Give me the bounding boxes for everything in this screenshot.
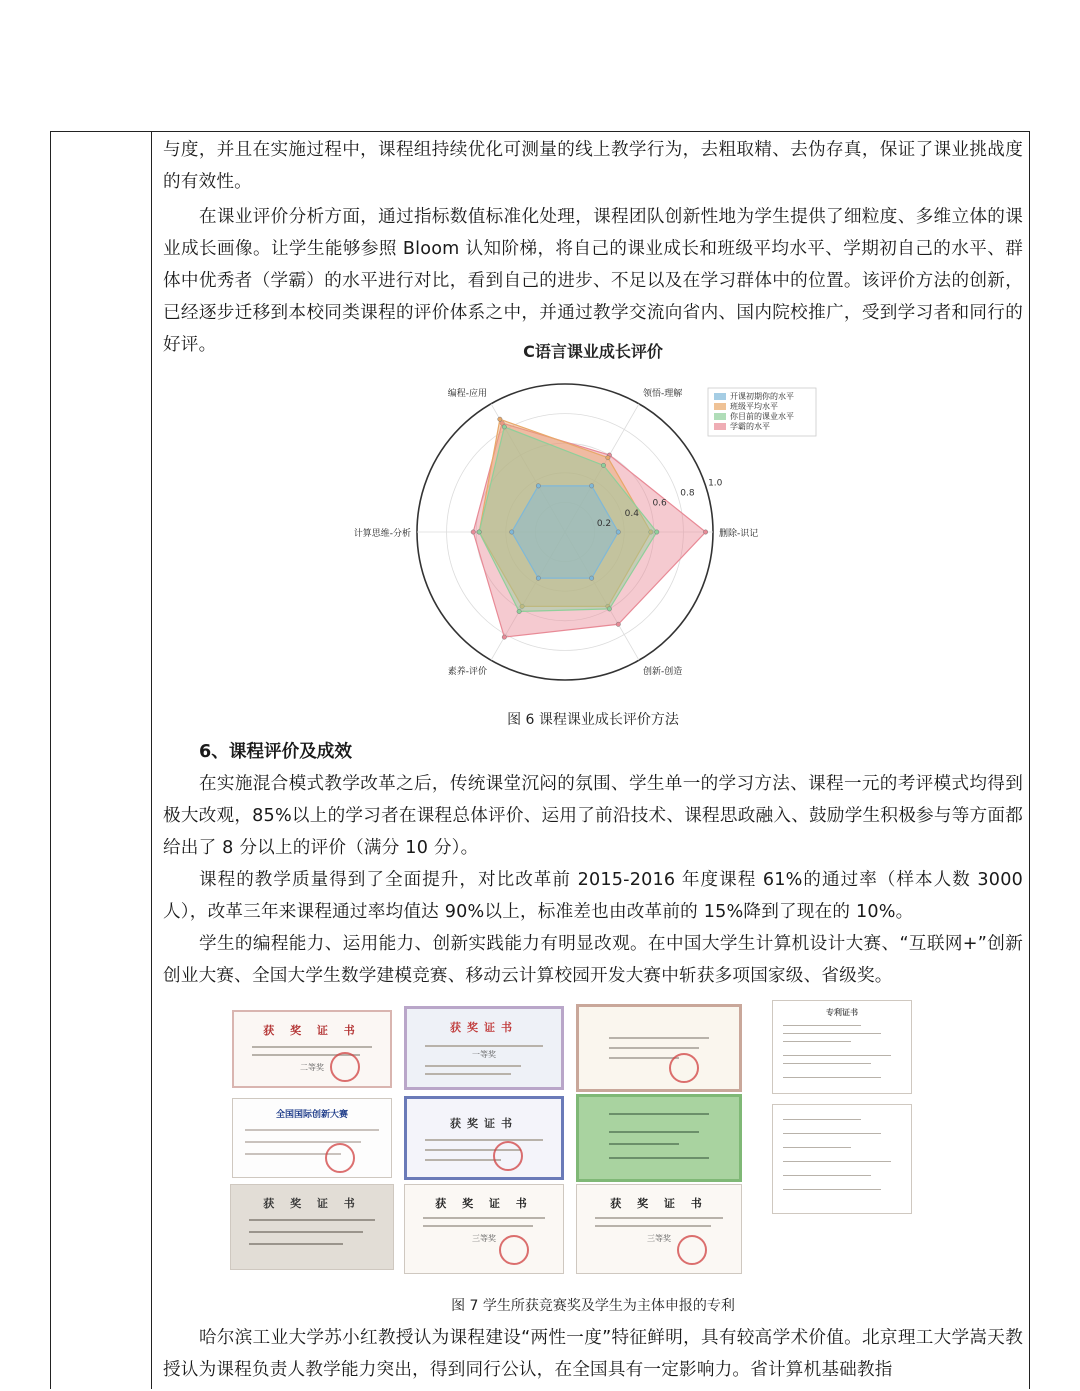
series-point	[616, 530, 620, 534]
chart-title: C语言课业成长评价	[523, 342, 663, 361]
series-point	[616, 622, 620, 626]
paragraph-3: 在实施混合模式教学改革之后，传统课堂沉闷的氛围、学生单一的学习方法、课程一元的考评模式均得到极大改观，85%以上的学习者在课程总体评价、运用了前沿技术、课程思政融入、鼓励学生积极参与等方面都给出了 8 分以上的评价（满分 10 分）。	[163, 774, 1023, 858]
axis-label: 创新-创造	[643, 667, 683, 678]
content-column	[163, 131, 1023, 361]
paragraph-6: 哈尔滨工业大学苏小红教授认为课程建设“两性一度”特征鲜明，具有较高学术价值。北京理工大学嵩天教授认为课程负责人教学能力突出，得到同行公认，在全国具有一定影响力。省计算机基础教指	[163, 1328, 1023, 1380]
legend-swatch	[714, 403, 726, 410]
series-point	[536, 576, 540, 580]
patent-document-image	[772, 1104, 912, 1214]
radial-tick-label: 1.0	[708, 478, 723, 489]
series-point	[498, 417, 502, 421]
section-heading: 6、课程评价及成效	[199, 742, 352, 762]
series-point	[471, 530, 475, 534]
series-point	[536, 484, 540, 488]
legend-entry: 班级平均水平	[730, 402, 778, 411]
series-point	[655, 530, 659, 534]
series-point	[589, 484, 593, 488]
content-column-3	[163, 1322, 1023, 1386]
certificate-image	[576, 1094, 742, 1182]
radial-tick-label: 0.6	[652, 498, 667, 509]
certificate-image: 全国国际创新大赛	[232, 1098, 392, 1178]
patent-document-image: 专利证书	[772, 1000, 912, 1094]
radar-chart	[353, 372, 810, 692]
legend-swatch	[714, 413, 726, 420]
certificate-image: 获奖证书 一等奖	[404, 1006, 564, 1090]
axis-label: 计算思维-分析	[353, 529, 411, 539]
series-point	[502, 635, 506, 639]
paragraph-4: 课程的教学质量得到了全面提升，对比改革前 2015-2016 年度课程 61%的通过率（样本人数 3000 人），改革三年来课程通过率均值达 90%以上，标准差也由改革前的 15%降到了现在的 10%。	[163, 870, 1023, 922]
axis-label: 删除-识记	[719, 529, 759, 539]
legend-entry: 开课初期你的水平	[730, 392, 794, 401]
radial-tick-label: 0.4	[624, 508, 639, 519]
certificate-image: 获奖证书	[404, 1096, 564, 1180]
legend-entry: 学霸的水平	[730, 422, 770, 431]
certificate-image: 获 奖 证 书 三等奖	[576, 1184, 742, 1274]
axis-label: 编程-应用	[447, 388, 487, 399]
series-point	[510, 530, 514, 534]
figure-7-caption: 图 7 学生所获竞赛奖及学生为主体申报的专利	[451, 1298, 735, 1314]
certificates-collage	[228, 1000, 914, 1278]
paragraph-1: 与度，并且在实施过程中，课程组持续优化可测量的线上教学行为，去粗取精、去伪存真，保证了课业挑战度的有效性。	[163, 140, 1023, 192]
content-column-2	[163, 736, 1023, 992]
radial-tick-label: 0.8	[680, 488, 695, 499]
series-point	[589, 576, 593, 580]
series-point	[477, 530, 481, 534]
legend-swatch	[714, 423, 726, 430]
paragraph-5: 学生的编程能力、运用能力、创新实践能力有明显改观。在中国大学生计算机设计大赛、“互联网+”创新创业大赛、全国大学生数学建模竞赛、移动云计算校园开发大赛中斩获多项国家级、省级奖。	[163, 934, 1023, 986]
certificate-image: 获 奖 证 书 二等奖	[232, 1010, 392, 1088]
table-left-column	[50, 131, 152, 1389]
series-point	[607, 607, 611, 611]
radial-tick-label: 0.2	[596, 518, 612, 529]
series-point	[502, 425, 506, 429]
legend-swatch	[714, 393, 726, 400]
paragraph-2: 在课业评价分析方面，通过指标数值标准化处理，课程团队创新性地为学生提供了细粒度、多维立体的课业成长画像。让学生能够参照 Bloom 认知阶梯，将自己的课业成长和班级平均水平、学期初自己的水平、群体中优秀者（学霸）的水平进行对比，看到自己的进步、不足以及在学习群体中的位置。该评价方法的创新，已经逐步迁移到本校同类课程的评价体系之中，并通过教学交流向省内、国内院校推广，受到学习者和同行的好评。	[163, 207, 1023, 355]
series-point	[703, 530, 707, 534]
axis-label: 领悟-理解	[643, 388, 683, 399]
certificate-image	[576, 1004, 742, 1092]
series-point	[517, 609, 521, 613]
certificate-image: 获 奖 证 书	[230, 1184, 394, 1270]
legend-entry: 你目前的课业水平	[730, 412, 794, 421]
series-point	[601, 463, 605, 467]
certificate-image: 获 奖 证 书 三等奖	[404, 1184, 564, 1274]
series-point	[606, 455, 610, 459]
axis-label: 素养-评价	[447, 667, 487, 678]
figure-6-caption: 图 6 课程课业成长评价方法	[507, 712, 679, 728]
